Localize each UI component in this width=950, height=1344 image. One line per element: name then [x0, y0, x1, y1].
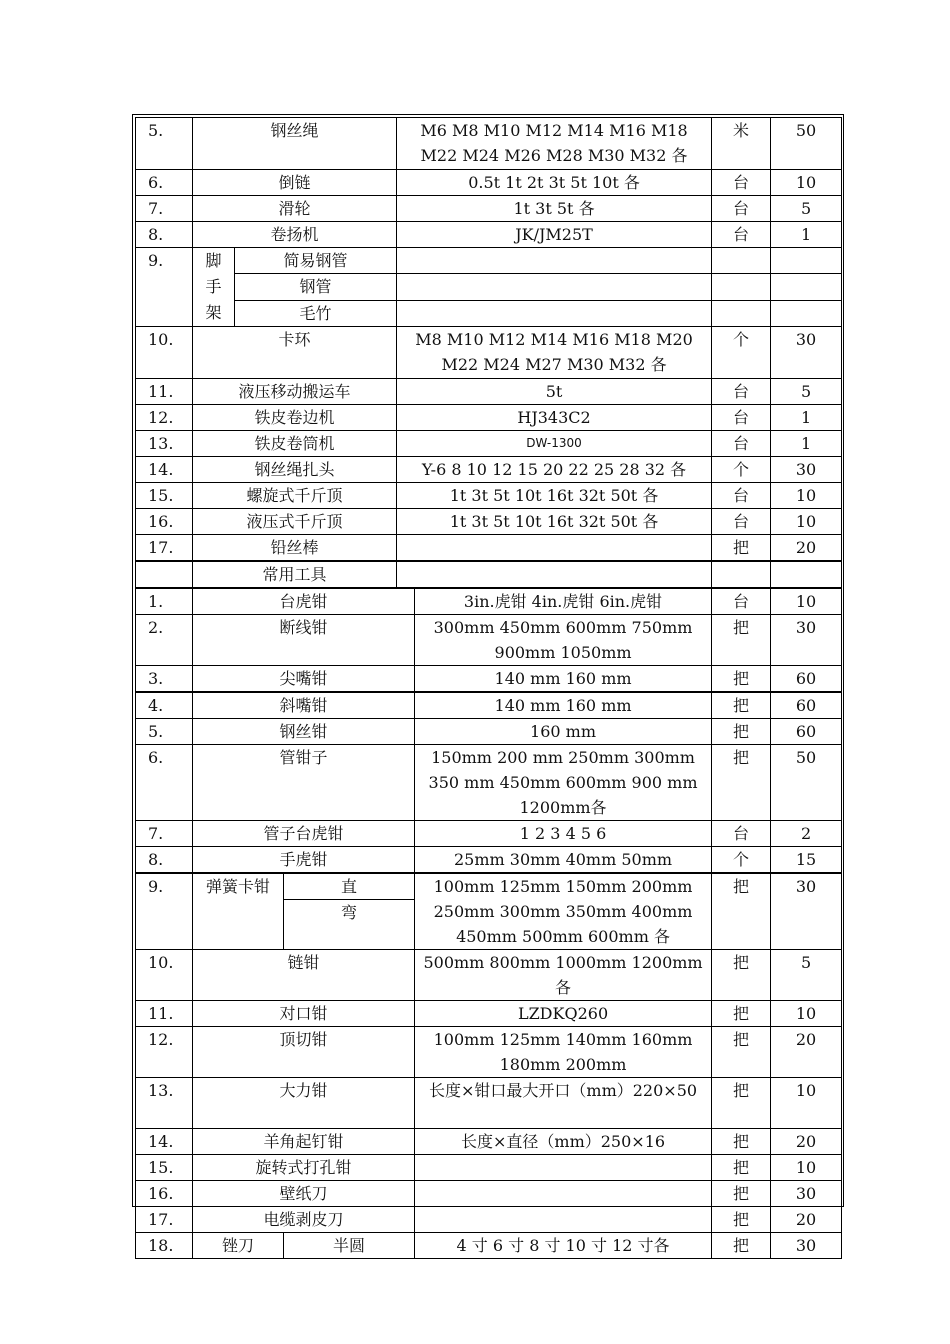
- item-subtype: 弯: [284, 900, 415, 950]
- table-row: [136, 535, 842, 562]
- table-row: [136, 873, 842, 900]
- item-qty: 5: [771, 379, 842, 405]
- item-spec: 0.5t 1t 2t 3t 5t 10t 各: [397, 170, 712, 196]
- item-name: 简易钢管: [235, 248, 397, 274]
- item-spec: 1t 3t 5t 10t 16t 32t 50t 各: [397, 483, 712, 509]
- item-number: 14.: [136, 1129, 193, 1155]
- table-row: [136, 615, 842, 666]
- item-spec: LZDKQ260: [415, 1001, 712, 1027]
- item-unit: 个: [712, 847, 771, 874]
- item-qty: 60: [771, 719, 842, 745]
- item-unit: 把: [712, 719, 771, 745]
- item-qty: 1: [771, 405, 842, 431]
- table-row: [136, 1233, 842, 1259]
- table-row: [136, 745, 842, 821]
- item-qty: [771, 300, 842, 326]
- item-number: 7.: [136, 821, 193, 847]
- item-name: 旋转式打孔钳: [193, 1155, 415, 1181]
- item-qty: 30: [771, 327, 842, 379]
- item-spec: 5t: [397, 379, 712, 405]
- item-spec: 150mm 200 mm 250mm 300mm 350 mm 450mm 600mm 900 mm 1200mm各: [415, 745, 712, 821]
- table-row: [136, 457, 842, 483]
- item-name: 断线钳: [193, 615, 415, 666]
- item-unit: 把: [712, 1181, 771, 1207]
- item-spec: M6 M8 M10 M12 M14 M16 M18 M22 M24 M26 M28 M30 M32 各: [397, 118, 712, 170]
- item-name: 对口钳: [193, 1001, 415, 1027]
- table-row: [136, 719, 842, 745]
- table-row: [136, 222, 842, 248]
- item-number: 8.: [136, 847, 193, 874]
- item-qty: 10: [771, 1155, 842, 1181]
- item-number: 11.: [136, 1001, 193, 1027]
- item-spec: 160 mm: [415, 719, 712, 745]
- item-qty: 20: [771, 1129, 842, 1155]
- item-number: 9.: [136, 248, 193, 327]
- item-number: 17.: [136, 1207, 193, 1233]
- item-spec: 140 mm 160 mm: [415, 666, 712, 693]
- item-qty: 50: [771, 745, 842, 821]
- table-row: [136, 248, 842, 274]
- item-qty: 1: [771, 222, 842, 248]
- item-qty: 10: [771, 509, 842, 535]
- item-qty: 5: [771, 950, 842, 1001]
- table-row: [136, 379, 842, 405]
- item-spec: 1t 3t 5t 各: [397, 196, 712, 222]
- item-spec: DW-1300: [397, 431, 712, 457]
- item-number: 15.: [136, 1155, 193, 1181]
- item-name: 尖嘴钳: [193, 666, 415, 693]
- item-spec: 长度×钳口最大开口（mm）220×50: [415, 1078, 712, 1129]
- table-row: [136, 170, 842, 196]
- item-number: 16.: [136, 509, 193, 535]
- item-subtype: 半圆: [284, 1233, 415, 1259]
- item-spec: 1 2 3 4 5 6: [415, 821, 712, 847]
- item-spec: [397, 248, 712, 274]
- item-name: 手虎钳: [193, 847, 415, 874]
- item-number: 17.: [136, 535, 193, 562]
- item-name: 钢管: [235, 274, 397, 300]
- item-unit: 把: [712, 1207, 771, 1233]
- item-unit: 个: [712, 327, 771, 379]
- item-unit: [712, 274, 771, 300]
- item-spec: [397, 535, 712, 562]
- item-qty: 1: [771, 431, 842, 457]
- item-number: 13.: [136, 1078, 193, 1129]
- item-name: 卡环: [193, 327, 397, 379]
- table-row: [136, 1078, 842, 1129]
- table-row: [136, 666, 842, 693]
- table-row: [136, 509, 842, 535]
- item-spec: 100mm 125mm 140mm 160mm 180mm 200mm: [415, 1027, 712, 1078]
- item-number: 10.: [136, 327, 193, 379]
- item-unit: 把: [712, 1155, 771, 1181]
- table-row: [136, 274, 842, 300]
- item-qty: 60: [771, 692, 842, 719]
- item-name: 倒链: [193, 170, 397, 196]
- item-unit: 把: [712, 745, 771, 821]
- item-unit: 台: [712, 379, 771, 405]
- item-name: 铁皮卷筒机: [193, 431, 397, 457]
- item-number: 1.: [136, 588, 193, 615]
- item-subtype: 直: [284, 873, 415, 900]
- item-qty: 10: [771, 588, 842, 615]
- table-row: [136, 692, 842, 719]
- item-unit: 台: [712, 483, 771, 509]
- item-name: 电缆剥皮刀: [193, 1207, 415, 1233]
- item-qty: 2: [771, 821, 842, 847]
- table-row: [136, 1155, 842, 1181]
- item-name: 螺旋式千斤顶: [193, 483, 397, 509]
- item-number: [136, 561, 193, 588]
- table-row: [136, 300, 842, 326]
- item-qty: 10: [771, 1001, 842, 1027]
- item-qty: [771, 274, 842, 300]
- item-number: 11.: [136, 379, 193, 405]
- item-name: 卷扬机: [193, 222, 397, 248]
- item-spec: [415, 1155, 712, 1181]
- item-unit: 把: [712, 950, 771, 1001]
- item-name: 钢丝绳: [193, 118, 397, 170]
- item-name: 台虎钳: [193, 588, 415, 615]
- item-spec: M8 M10 M12 M14 M16 M18 M20 M22 M24 M27 M30 M32 各: [397, 327, 712, 379]
- item-name: 毛竹: [235, 300, 397, 326]
- item-unit: 把: [712, 692, 771, 719]
- item-qty: 20: [771, 535, 842, 562]
- item-name: 液压移动搬运车: [193, 379, 397, 405]
- item-name: 铅丝棒: [193, 535, 397, 562]
- item-unit: 把: [712, 1027, 771, 1078]
- item-name: 斜嘴钳: [193, 692, 415, 719]
- item-unit: 把: [712, 666, 771, 693]
- item-unit: 把: [712, 535, 771, 562]
- item-spec: [415, 1207, 712, 1233]
- item-number: 13.: [136, 431, 193, 457]
- section-title: 常用工具: [193, 561, 397, 588]
- item-unit: 台: [712, 222, 771, 248]
- item-unit: [712, 300, 771, 326]
- item-unit: 个: [712, 457, 771, 483]
- item-qty: 10: [771, 170, 842, 196]
- item-unit: [712, 561, 771, 588]
- item-qty: 10: [771, 483, 842, 509]
- item-number: 4.: [136, 692, 193, 719]
- table-row: [136, 561, 842, 588]
- item-spec: [415, 1181, 712, 1207]
- item-name: 钢丝钳: [193, 719, 415, 745]
- item-number: 14.: [136, 457, 193, 483]
- table-row: [136, 821, 842, 847]
- item-name: 管钳子: [193, 745, 415, 821]
- item-name: 锉刀: [193, 1233, 284, 1259]
- item-spec: Y-6 8 10 12 15 20 22 25 28 32 各: [397, 457, 712, 483]
- item-spec: [397, 561, 712, 588]
- item-group: 脚 手 架: [193, 248, 235, 327]
- table-row: [136, 118, 842, 170]
- item-qty: 60: [771, 666, 842, 693]
- item-number: 12.: [136, 405, 193, 431]
- item-name: 链钳: [193, 950, 415, 1001]
- item-spec: 100mm 125mm 150mm 200mm 250mm 300mm 350mm 400mm 450mm 500mm 600mm 各: [415, 873, 712, 950]
- table-row: [136, 1207, 842, 1233]
- item-number: 12.: [136, 1027, 193, 1078]
- item-number: 5.: [136, 719, 193, 745]
- item-number: 3.: [136, 666, 193, 693]
- item-number: 6.: [136, 745, 193, 821]
- item-number: 15.: [136, 483, 193, 509]
- table-row: [136, 327, 842, 379]
- item-name: 顶切钳: [193, 1027, 415, 1078]
- tool-table: [135, 117, 842, 1259]
- item-unit: 把: [712, 1078, 771, 1129]
- item-unit: 台: [712, 170, 771, 196]
- item-name: 铁皮卷边机: [193, 405, 397, 431]
- item-qty: 20: [771, 1207, 842, 1233]
- item-number: 6.: [136, 170, 193, 196]
- item-name: 钢丝绳扎头: [193, 457, 397, 483]
- item-number: 5.: [136, 118, 193, 170]
- item-spec: 长度×直径（mm）250×16: [415, 1129, 712, 1155]
- item-qty: [771, 561, 842, 588]
- table-row: [136, 950, 842, 1001]
- item-unit: 台: [712, 509, 771, 535]
- item-qty: 30: [771, 1233, 842, 1259]
- item-spec: HJ343C2: [397, 405, 712, 431]
- item-spec: JK/JM25T: [397, 222, 712, 248]
- item-spec: [397, 274, 712, 300]
- item-spec: [397, 300, 712, 326]
- item-qty: 20: [771, 1027, 842, 1078]
- item-qty: 30: [771, 873, 842, 950]
- item-unit: 台: [712, 196, 771, 222]
- item-qty: 50: [771, 118, 842, 170]
- item-unit: 把: [712, 873, 771, 950]
- item-spec: 500mm 800mm 1000mm 1200mm各: [415, 950, 712, 1001]
- table-row: [136, 588, 842, 615]
- item-number: 16.: [136, 1181, 193, 1207]
- item-qty: [771, 248, 842, 274]
- table-row: [136, 196, 842, 222]
- item-qty: 15: [771, 847, 842, 874]
- item-qty: 30: [771, 457, 842, 483]
- item-spec: 25mm 30mm 40mm 50mm: [415, 847, 712, 874]
- item-name: 大力钳: [193, 1078, 415, 1129]
- item-unit: 把: [712, 1233, 771, 1259]
- item-name: 管子台虎钳: [193, 821, 415, 847]
- item-unit: 米: [712, 118, 771, 170]
- table-row: [136, 483, 842, 509]
- item-number: 10.: [136, 950, 193, 1001]
- item-unit: 把: [712, 1129, 771, 1155]
- item-unit: 把: [712, 1001, 771, 1027]
- item-name: 滑轮: [193, 196, 397, 222]
- item-spec: 300mm 450mm 600mm 750mm 900mm 1050mm: [415, 615, 712, 666]
- table-row: [136, 1027, 842, 1078]
- item-unit: 台: [712, 405, 771, 431]
- item-unit: 台: [712, 821, 771, 847]
- item-spec: 140 mm 160 mm: [415, 692, 712, 719]
- item-unit: [712, 248, 771, 274]
- item-unit: 把: [712, 615, 771, 666]
- item-name: 羊角起钉钳: [193, 1129, 415, 1155]
- table-row: [136, 1129, 842, 1155]
- table-row: [136, 847, 842, 874]
- table-row: [136, 431, 842, 457]
- item-unit: 台: [712, 431, 771, 457]
- item-number: 2.: [136, 615, 193, 666]
- item-number: 9.: [136, 873, 193, 950]
- item-qty: 30: [771, 1181, 842, 1207]
- table-row: [136, 1181, 842, 1207]
- item-number: 8.: [136, 222, 193, 248]
- table-row: [136, 405, 842, 431]
- item-qty: 30: [771, 615, 842, 666]
- item-name: 液压式千斤顶: [193, 509, 397, 535]
- item-unit: 台: [712, 588, 771, 615]
- item-number: 7.: [136, 196, 193, 222]
- item-number: 18.: [136, 1233, 193, 1259]
- item-name: 壁纸刀: [193, 1181, 415, 1207]
- table-row: [136, 1001, 842, 1027]
- item-spec: 3in.虎钳 4in.虎钳 6in.虎钳: [415, 588, 712, 615]
- item-qty: 5: [771, 196, 842, 222]
- item-spec: 4 寸 6 寸 8 寸 10 寸 12 寸各: [415, 1233, 712, 1259]
- item-qty: 10: [771, 1078, 842, 1129]
- item-name: 弹簧卡钳: [193, 873, 284, 950]
- item-spec: 1t 3t 5t 10t 16t 32t 50t 各: [397, 509, 712, 535]
